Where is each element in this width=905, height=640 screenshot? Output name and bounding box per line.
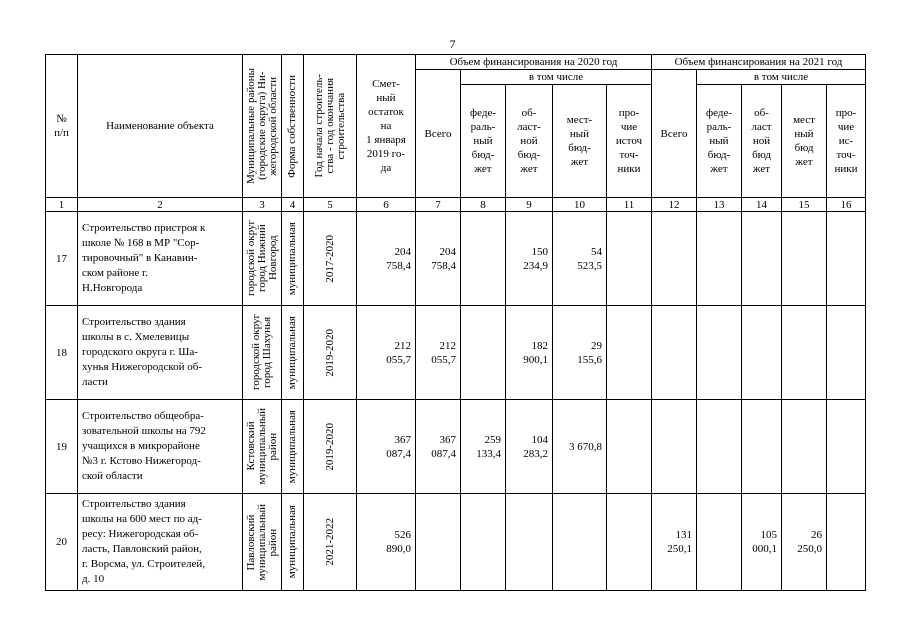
header-years: Год начала строитель- ства - год окончания строительства <box>304 55 357 198</box>
value-local-2021 <box>782 212 827 306</box>
value-other-2021 <box>827 306 866 400</box>
value-federal-2021 <box>697 212 742 306</box>
table-row <box>46 306 866 400</box>
column-number: 11 <box>607 198 652 212</box>
column-number: 16 <box>827 198 866 212</box>
value-total-2021: 131 250,1 <box>652 494 697 591</box>
value-balance: 212 055,7 <box>357 306 416 400</box>
row-number: 17 <box>46 212 78 306</box>
header-group-2021: Объем финансирования на 2021 год <box>652 55 866 70</box>
value-federal-2021 <box>697 306 742 400</box>
years-cell: 2021-2022 <box>304 494 357 591</box>
value-other-2021 <box>827 494 866 591</box>
value-total-2021 <box>652 212 697 306</box>
value-balance: 204 758,4 <box>357 212 416 306</box>
header-group-2020: Объем финансирования на 2020 год <box>416 55 652 70</box>
financing-table <box>45 54 866 591</box>
years-cell: 2017-2020 <box>304 212 357 306</box>
column-number: 6 <box>357 198 416 212</box>
object-name: Строительство пристроя к школе № 168 в МР "Сор- тировочный" в Канавин- ском районе г. Н.Новгорода <box>78 212 243 306</box>
value-local-2021 <box>782 400 827 494</box>
header-ownership: Форма собственности <box>282 55 304 198</box>
column-number: 1 <box>46 198 78 212</box>
header-regional-2020: об- ласт- ной бюд- жет <box>506 85 553 198</box>
years-cell: 2019-2020 <box>304 306 357 400</box>
header-no: № п/п <box>46 55 78 198</box>
value-total-2020: 212 055,7 <box>416 306 461 400</box>
value-regional-2021 <box>742 400 782 494</box>
header-incl-2020: в том числе <box>461 70 652 85</box>
column-number: 12 <box>652 198 697 212</box>
row-number: 20 <box>46 494 78 591</box>
years-cell: 2019-2020 <box>304 400 357 494</box>
header-incl-2021: в том числе <box>697 70 866 85</box>
value-other-2020 <box>607 306 652 400</box>
value-total-2021 <box>652 400 697 494</box>
value-other-2020 <box>607 400 652 494</box>
column-number: 13 <box>697 198 742 212</box>
value-total-2020 <box>416 494 461 591</box>
value-federal-2021 <box>697 494 742 591</box>
header-district: Муниципальные районы (городские округа) Ни- жегородской области <box>243 55 282 198</box>
value-regional-2021 <box>742 212 782 306</box>
value-federal-2020: 259 133,4 <box>461 400 506 494</box>
column-number: 7 <box>416 198 461 212</box>
value-federal-2020 <box>461 306 506 400</box>
value-local-2020 <box>553 494 607 591</box>
column-number: 4 <box>282 198 304 212</box>
value-other-2020 <box>607 212 652 306</box>
object-name: Строительство здания школы в с. Хмелевицы городского округа г. Ша- хунья Нижегородской об- ласти <box>78 306 243 400</box>
value-balance: 526 890,0 <box>357 494 416 591</box>
value-regional-2020: 150 234,9 <box>506 212 553 306</box>
value-total-2021 <box>652 306 697 400</box>
value-regional-2020: 182 900,1 <box>506 306 553 400</box>
district-cell: Павловский муниципальный район <box>243 494 282 591</box>
object-name: Строительство общеобра- зовательной школы на 792 учащихся в микрорайоне №3 г. Кстово Нижегород- ской области <box>78 400 243 494</box>
header-other-2021: про- чие ис- точ- ники <box>827 85 866 198</box>
value-federal-2020 <box>461 494 506 591</box>
header-total-2020: Всего <box>416 70 461 198</box>
header-federal-2020: феде- раль- ный бюд- жет <box>461 85 506 198</box>
district-cell: городской округ город Шахунья <box>243 306 282 400</box>
table-row <box>46 494 866 591</box>
value-balance: 367 087,4 <box>357 400 416 494</box>
header-total-2021: Всего <box>652 70 697 198</box>
ownership-cell: муниципальная <box>282 494 304 591</box>
value-local-2020: 3 670,8 <box>553 400 607 494</box>
value-local-2020: 29 155,6 <box>553 306 607 400</box>
value-regional-2020 <box>506 494 553 591</box>
value-total-2020: 204 758,4 <box>416 212 461 306</box>
header-other-2020: про- чие источ точ- ники <box>607 85 652 198</box>
table-row <box>46 400 866 494</box>
column-number: 9 <box>506 198 553 212</box>
value-regional-2021 <box>742 306 782 400</box>
value-total-2020: 367 087,4 <box>416 400 461 494</box>
page-number: 7 <box>449 37 456 51</box>
value-other-2021 <box>827 212 866 306</box>
value-local-2020: 54 523,5 <box>553 212 607 306</box>
column-number: 3 <box>243 198 282 212</box>
value-other-2020 <box>607 494 652 591</box>
value-local-2021: 26 250,0 <box>782 494 827 591</box>
column-number: 2 <box>78 198 243 212</box>
value-local-2021 <box>782 306 827 400</box>
ownership-cell: муниципальная <box>282 306 304 400</box>
header-federal-2021: феде- раль- ный бюд- жет <box>697 85 742 198</box>
value-other-2021 <box>827 400 866 494</box>
header-regional-2021: об- ласт ной бюд жет <box>742 85 782 198</box>
column-numbers-row <box>46 198 866 212</box>
ownership-cell: муниципальная <box>282 400 304 494</box>
value-regional-2020: 104 283,2 <box>506 400 553 494</box>
district-cell: Кстовский муниципальный район <box>243 400 282 494</box>
row-number: 19 <box>46 400 78 494</box>
ownership-cell: муниципальная <box>282 212 304 306</box>
value-regional-2021: 105 000,1 <box>742 494 782 591</box>
header-local-2020: мест- ный бюд- жет <box>553 85 607 198</box>
row-number: 18 <box>46 306 78 400</box>
value-federal-2021 <box>697 400 742 494</box>
column-number: 15 <box>782 198 827 212</box>
header-local-2021: мест ный бюд жет <box>782 85 827 198</box>
district-cell: городской округ город Нижний Новгород <box>243 212 282 306</box>
column-number: 14 <box>742 198 782 212</box>
value-federal-2020 <box>461 212 506 306</box>
column-number: 8 <box>461 198 506 212</box>
column-number: 10 <box>553 198 607 212</box>
table-row <box>46 212 866 306</box>
header-balance: Смет- ный остаток на 1 января 2019 го- да <box>357 55 416 198</box>
column-number: 5 <box>304 198 357 212</box>
object-name: Строительство здания школы на 600 мест по ад- ресу: Нижегородская об- ласть, Павловский район, г. Ворсма, ул. Строителей, д. 10 <box>78 494 243 591</box>
header-name: Наименование объекта <box>78 55 243 198</box>
